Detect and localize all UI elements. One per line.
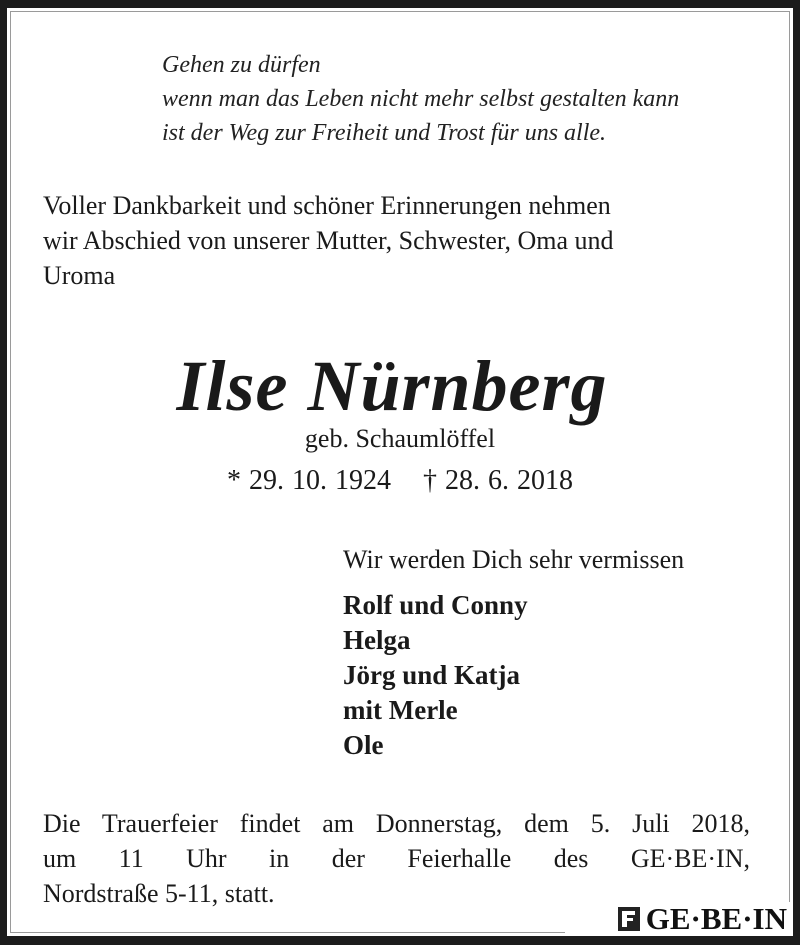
birth-date: * 29. 10. 1924 bbox=[227, 465, 391, 496]
gebein-logo-text: GE·BE·IN bbox=[645, 901, 787, 936]
gebein-logo bbox=[565, 902, 793, 936]
death-date: † 28. 6. 2018 bbox=[423, 465, 573, 496]
intro-line: Voller Dankbarkeit und schöner Erinnerungen nehmen bbox=[43, 191, 611, 220]
mourner-name: Jörg und Katja bbox=[343, 660, 521, 690]
birth-name: geb. Schaumlöffel bbox=[304, 424, 496, 453]
funeral-line: Die Trauerfeier findet am Donnerstag, dem 5. Juli 2018, bbox=[43, 809, 750, 838]
funeral-line: Nordstraße 5-11, statt. bbox=[43, 879, 275, 908]
mourners-heading: Wir werden Dich sehr vermissen bbox=[343, 545, 685, 574]
intro-line: Uroma bbox=[43, 261, 116, 290]
mourner-name: Helga bbox=[343, 625, 411, 655]
intro-line: wir Abschied von unserer Mutter, Schwester, Oma und bbox=[43, 226, 614, 255]
mourner-name: Ole bbox=[343, 730, 384, 760]
mourner-name: mit Merle bbox=[343, 695, 458, 725]
funeral-details bbox=[43, 806, 750, 911]
poem-line: wenn man das Leben nicht mehr selbst gestalten kann bbox=[162, 86, 680, 112]
gebein-logo-icon bbox=[618, 907, 640, 931]
deceased-name: Ilse Nürnberg bbox=[176, 346, 608, 426]
intro-text bbox=[43, 188, 743, 293]
poem-line: ist der Weg zur Freiheit und Trost für uns alle. bbox=[162, 120, 607, 146]
funeral-line: um 11 Uhr in der Feierhalle des GE·BE·IN, bbox=[43, 844, 750, 873]
poem-verse bbox=[162, 48, 679, 150]
life-dates bbox=[7, 463, 793, 499]
poem-line: Gehen zu dürfen bbox=[162, 52, 321, 78]
mourners-list bbox=[343, 588, 528, 763]
mourner-name: Rolf und Conny bbox=[343, 590, 528, 620]
